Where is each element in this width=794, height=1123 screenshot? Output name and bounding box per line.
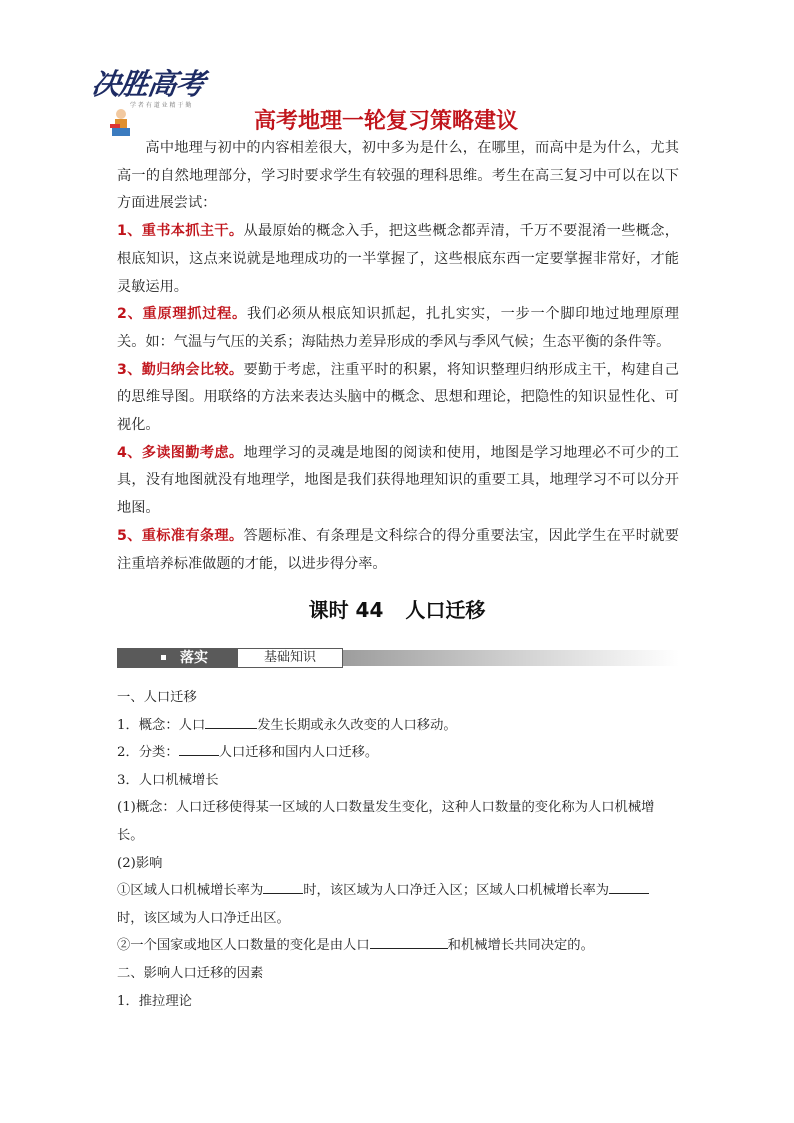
- section-bar-light-tab: 基础知识: [237, 648, 343, 668]
- section-bar-dark-tab: [117, 648, 237, 668]
- strategy-item: [117, 218, 679, 301]
- logo-text: 决胜高考: [89, 67, 207, 101]
- heading-migration-factors: 二、影响人口迁移的因素: [117, 965, 264, 981]
- bullet-square-icon: [161, 655, 166, 660]
- page-title: 高考地理一轮复习策略建议: [254, 109, 519, 134]
- fill-blank[interactable]: [370, 934, 448, 949]
- content-body: [117, 684, 679, 1015]
- section-bar-dark-label: 落实: [180, 650, 208, 666]
- list-item: 3．人口机械增长: [117, 772, 219, 788]
- logo: [88, 58, 222, 138]
- strategy-item: [117, 440, 679, 523]
- heading-population-migration: 一、人口迁移: [117, 690, 197, 705]
- section-bar: [117, 648, 679, 668]
- list-item: (1)概念：人口迁移使得某一区域的人口数量发生变化，这种人口数量的变化称为人口机械增长。: [117, 800, 655, 843]
- list-item: 1．概念：人口 发生长期或永久改变的人口移动。: [117, 712, 679, 740]
- fill-blank[interactable]: [179, 741, 219, 756]
- strategy-label: 5、重标准有条理。: [117, 527, 244, 544]
- strategy-text: 要勤于考虑，注重平时的积累，将知识整理归纳形成主干，构建自己的思维导图。用联络的方法来表达头脑中的概念、思想和理论，把隐性的知识显性化、可视化。: [117, 361, 679, 434]
- list-item: 1．推拉理论: [117, 993, 192, 1009]
- list-item: (2)影响: [117, 855, 163, 871]
- strategy-text: 答题标准、有条理是文科综合的得分重要法宝，因此学生在平时就要注重培养标准做题的才能，以进步得分率。: [117, 527, 679, 572]
- strategy-label: 1、重书本抓主干。: [117, 223, 244, 240]
- list-item: ①区域人口机械增长率为 时，该区域为人口净迁入区；区域人口机械增长率为 时，该区域为人口净迁出区。: [117, 877, 679, 932]
- fill-blank[interactable]: [609, 879, 649, 894]
- strategy-label: 4、多读图勤考虑。: [117, 444, 244, 461]
- strategy-text: 地理学习的灵魂是地图的阅读和使用，地图是学习地理必不可少的工具，没有地图就没有地理学，地图是我们获得地理知识的重要工具，地理学习不可以分开地图。: [117, 444, 679, 517]
- list-item: ②一个国家或地区人口数量的变化是由人口 和机械增长共同决定的。: [117, 932, 679, 960]
- logo-subtitle: 学 者 有 道 业 精 于 勤: [130, 102, 192, 109]
- strategy-item: [117, 301, 679, 356]
- lesson-title: [0, 594, 794, 623]
- strategy-item: [117, 523, 679, 578]
- fill-blank[interactable]: [205, 714, 257, 729]
- strategy-text: 从最原始的概念入手，把这些概念都弄清，千万不要混淆一些概念，根底知识，这点来说就是地理成功的一半掌握了，这些根底东西一定要掌握非常好，才能灵敏运用。: [117, 223, 679, 295]
- strategy-label: 2、重原理抓过程。: [117, 306, 247, 323]
- fill-blank[interactable]: [263, 879, 303, 894]
- strategy-item: [117, 357, 679, 440]
- intro-section: [117, 135, 679, 578]
- strategy-text: 我们必须从根底知识抓起，扎扎实实，一步一个脚印地过地理原理关。如：气温与气压的关系；海陆热力差异形成的季风与季风气候；生态平衡的条件等。: [117, 306, 679, 350]
- lesson-name: 人口迁移: [405, 598, 486, 622]
- intro-paragraph: 高中地理与初中的内容相差很大，初中多为是什么，在哪里，而高中是为什么，尤其高一的自然地理部分，学习时要求学生有较强的理科思维。考生在高三复习中可以在以下方面进展尝试：: [117, 140, 679, 212]
- strategy-label: 3、勤归纳会比较。: [117, 361, 244, 378]
- lesson-number: 课时 44: [308, 598, 384, 622]
- list-item: 2．分类： 人口迁移和国内人口迁移。: [117, 739, 679, 767]
